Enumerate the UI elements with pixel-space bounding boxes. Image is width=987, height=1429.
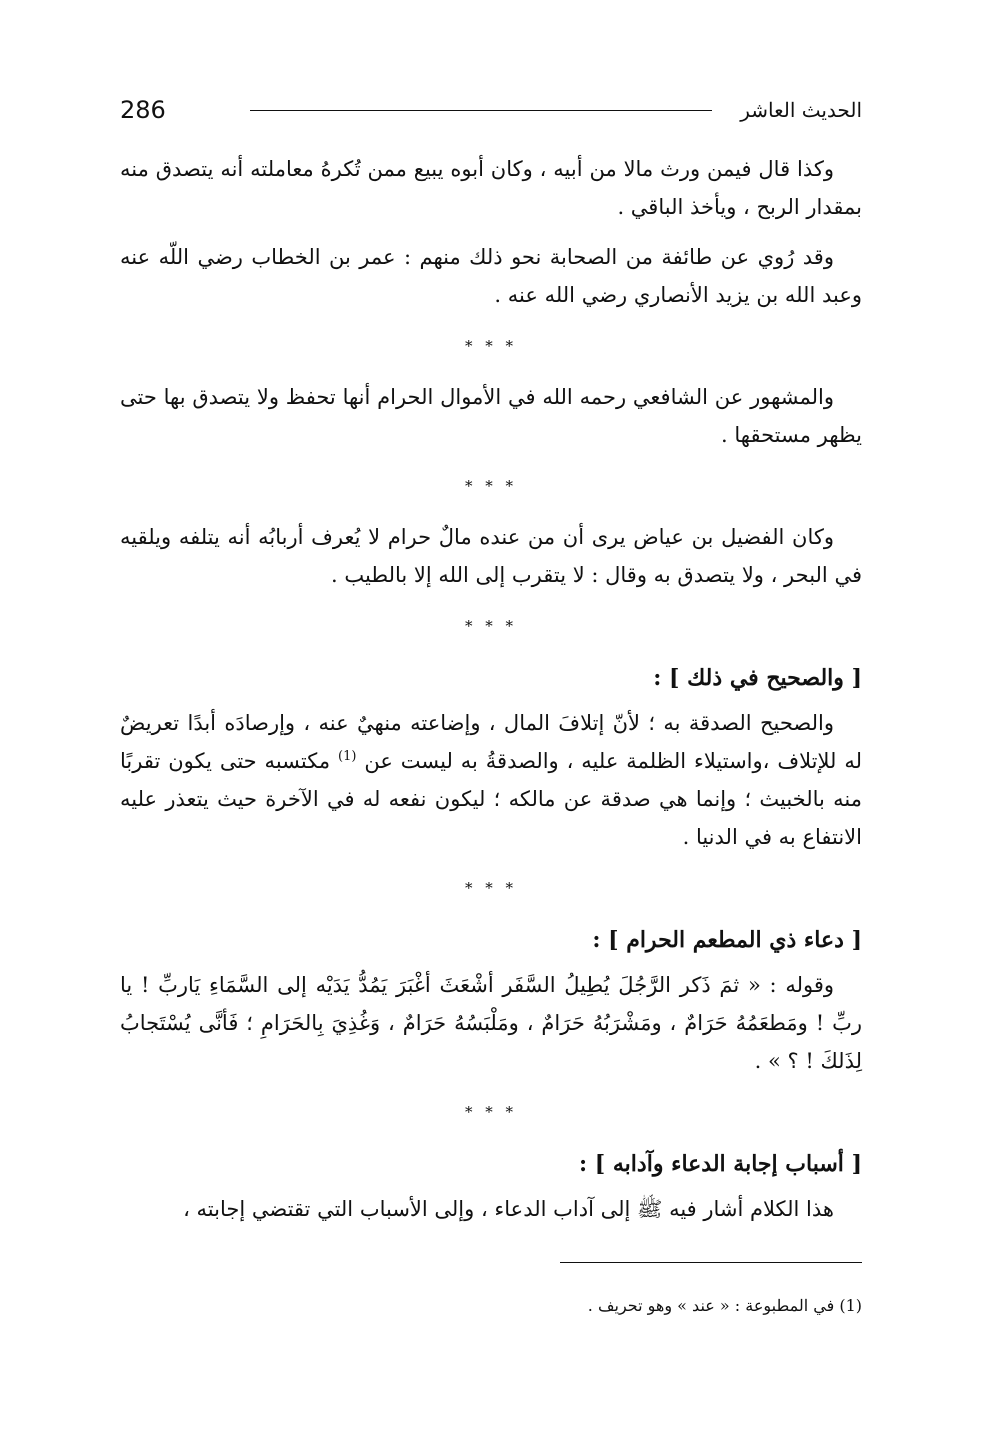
header-rule [250, 110, 712, 111]
section-separator: * * * [464, 337, 518, 355]
heading-bracket-open: [ [851, 1151, 862, 1177]
heading-bracket-close: ] : [592, 927, 619, 953]
paragraph-fudayl: وكان الفضيل بن عياض يرى أن من عنده مالٌ حرام لا يُعرف أربابُه أنه يتلفه ويلقيه في البحر ، ولا يتصدق به وقال : لا يتقرب إلى الله إلا بالطيب . [120, 525, 862, 587]
section-separator: * * * [464, 477, 518, 495]
heading-correct-view [120, 658, 862, 698]
footnote: (1) في المطبوعة : « عند » وهو تحريف . [587, 1296, 862, 1315]
paragraph-correct-view [120, 704, 862, 856]
section-separator: * * * [464, 1103, 518, 1121]
section-separator: * * * [464, 879, 518, 897]
heading-bracket-open: [ [851, 665, 862, 691]
paragraph-shafii: والمشهور عن الشافعي رحمه الله في الأموال الحرام أنها تحفظ ولا يتصدق بها حتى يظهر مستحقها . [120, 385, 862, 447]
footnote-reference: (1) [338, 749, 357, 764]
page-number: 286 [120, 96, 166, 124]
page-header [120, 92, 862, 132]
heading-bracket-close: ] : [579, 1151, 606, 1177]
heading-text: أسباب إجابة الدعاء وآدابه [612, 1151, 844, 1177]
heading-text: والصحيح في ذلك [687, 665, 844, 691]
heading-supplication [120, 920, 862, 960]
heading-bracket-close: ] : [653, 665, 680, 691]
paragraph-text: والصحيح الصدقة به ؛ لأنّ إتلافَ المال ، وإضاعته منهيٌ عنه ، وإرصادَه أبدًا تعريضٌ له للإتلاف ،واستيلاء الظلمة عليه ، والصدقةُ به ليست عن [120, 711, 862, 773]
paragraph-text: مكتسبه حتى يكون تقربًا منه بالخبيث ؛ وإنما هي صدقة عن مالكه ؛ ليكون نفعه له في الآخرة حيث يتعذر عليه الانتفاع به في الدنيا . [120, 749, 862, 849]
section-separator: * * * [464, 617, 518, 635]
heading-text: دعاء ذي المطعم الحرام [626, 927, 844, 953]
paragraph-companions: وقد رُوي عن طائفة من الصحابة نحو ذلك منهم : عمر بن الخطاب رضي اللّه عنه وعبد الله بن يزيد الأنصاري رضي الله عنه . [120, 245, 862, 307]
paragraph-etiquette: هذا الكلام أشار فيه ﷺ إلى آداب الدعاء ، وإلى الأسباب التي تقتضي إجابته ، [183, 1197, 834, 1221]
paragraph-hadith-quote: وقوله : « ثمَ ذَكر الرَّجُلَ يُطِيلُ السَّفَر أشْعَثَ أغْبَرَ يَمُدُّ يَدَيْه إلى السَّمَاءِ يَاربِّ ! يا ربِّ ! ومَطعَمُهُ حَرَامٌ ، ومَشْرَبُهُ حَرَامٌ ، ومَلْبَسُهُ حَرَامٌ ، وَغُذِيَ بِالحَرَامِ ؛ فَأنَّى يُسْتَجابُ لِذَلكَ ! ؟ » . [120, 973, 862, 1073]
page-body [120, 150, 862, 1228]
running-title: الحديث العاشر [740, 98, 862, 122]
heading-bracket-open: [ [851, 927, 862, 953]
heading-causes-of-answer [120, 1144, 862, 1184]
paragraph-inheritance: وكذا قال فيمن ورث مالا من أبيه ، وكان أبوه يبيع ممن تُكرهُ معاملته أنه يتصدق منه بمقدار الربح ، ويأخذ الباقي . [120, 157, 862, 219]
footnote-rule [560, 1262, 862, 1263]
